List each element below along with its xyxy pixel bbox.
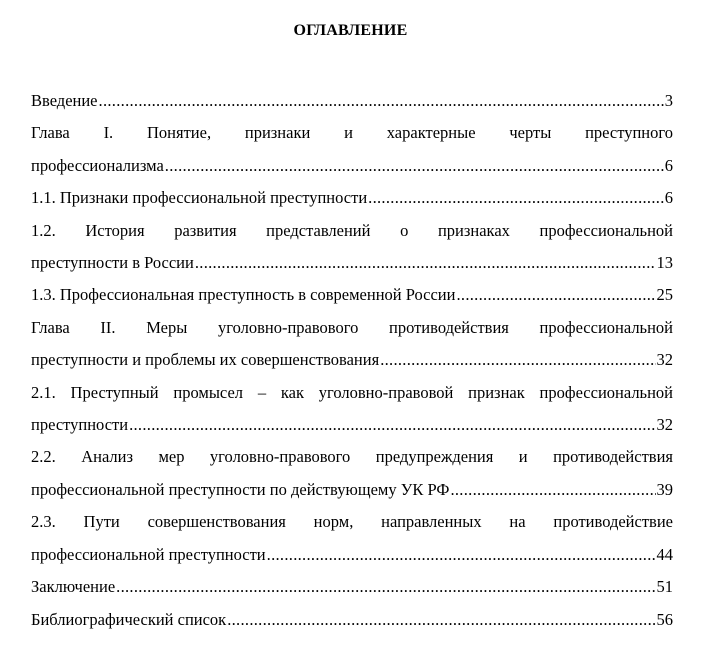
toc-page-number: 6 [664, 188, 673, 208]
dot-leader [195, 247, 656, 279]
toc-entry-text-line1: 2.2. Анализ мер уголовно-правового предупреждения и противодействия [31, 447, 673, 467]
toc-entry-2-1[interactable] [31, 377, 673, 442]
toc-entry-1-2[interactable] [31, 215, 673, 280]
toc-entry-text: Введение [31, 91, 98, 110]
toc-entry-chapter-2[interactable] [31, 312, 673, 377]
toc-entry-text: 1.1. Признаки профессиональной преступности [31, 188, 368, 208]
toc-entry-text-line1: 1.2. История развития представлений о признаках профессиональной [31, 220, 673, 240]
dot-leader [116, 571, 655, 603]
toc-entry-conclusion[interactable] [31, 571, 673, 603]
toc-entry-2-3[interactable] [31, 506, 673, 571]
toc-page-number: 39 [656, 479, 673, 499]
dot-leader [267, 539, 656, 571]
toc-entry-chapter-1[interactable] [31, 117, 673, 182]
table-of-contents [31, 85, 673, 636]
toc-page-number: 32 [656, 415, 673, 435]
toc-entry-text: 1.3. Профессиональная преступность в современной России [31, 285, 456, 305]
toc-entry-bibliography[interactable] [31, 604, 673, 636]
toc-entry-text: преступности в России [31, 253, 194, 273]
toc-entry-2-2[interactable] [31, 441, 673, 506]
dot-leader [380, 344, 655, 376]
toc-page-number: 44 [656, 544, 673, 564]
dot-leader [368, 182, 664, 214]
dot-leader [129, 409, 655, 441]
toc-entry-text: профессиональной преступности по действующему УК РФ [31, 479, 450, 499]
dot-leader [99, 85, 664, 117]
toc-entry-text: Библиографический список [31, 609, 227, 629]
toc-title: ОГЛАВЛЕНИЕ [293, 22, 408, 39]
toc-page-number: 32 [656, 350, 673, 370]
toc-page-number: 56 [656, 609, 673, 629]
dot-leader [227, 604, 655, 636]
dot-leader [456, 279, 655, 311]
toc-entry-text: профессиональной преступности [31, 544, 266, 564]
toc-entry-text-line1: Глава II. Меры уголовно-правового противодействия профессиональной [31, 317, 673, 337]
dot-leader [165, 150, 664, 182]
toc-page-number: 51 [656, 577, 673, 597]
dot-leader [450, 474, 655, 506]
toc-entry-text: преступности [31, 415, 129, 435]
toc-entry-text: Заключение [31, 577, 116, 597]
toc-page-number: 3 [664, 91, 673, 110]
toc-page-number: 25 [656, 285, 673, 305]
toc-entry-1-1[interactable] [31, 182, 673, 214]
toc-page-number: 6 [664, 155, 673, 175]
toc-page-number: 13 [656, 253, 673, 273]
toc-entry-introduction[interactable] [31, 85, 673, 117]
toc-entry-1-3[interactable] [31, 279, 673, 311]
toc-entry-text-line1: Глава I. Понятие, признаки и характерные черты преступного [31, 123, 673, 143]
toc-entry-text: преступности и проблемы их совершенствования [31, 350, 380, 370]
toc-entry-text: профессионализма [31, 155, 164, 175]
toc-entry-text-line1: 2.1. Преступный промысел – как уголовно-правовой признак профессиональной [31, 382, 673, 402]
toc-entry-text-line1: 2.3. Пути совершенствования норм, направленных на противодействие [31, 512, 673, 532]
